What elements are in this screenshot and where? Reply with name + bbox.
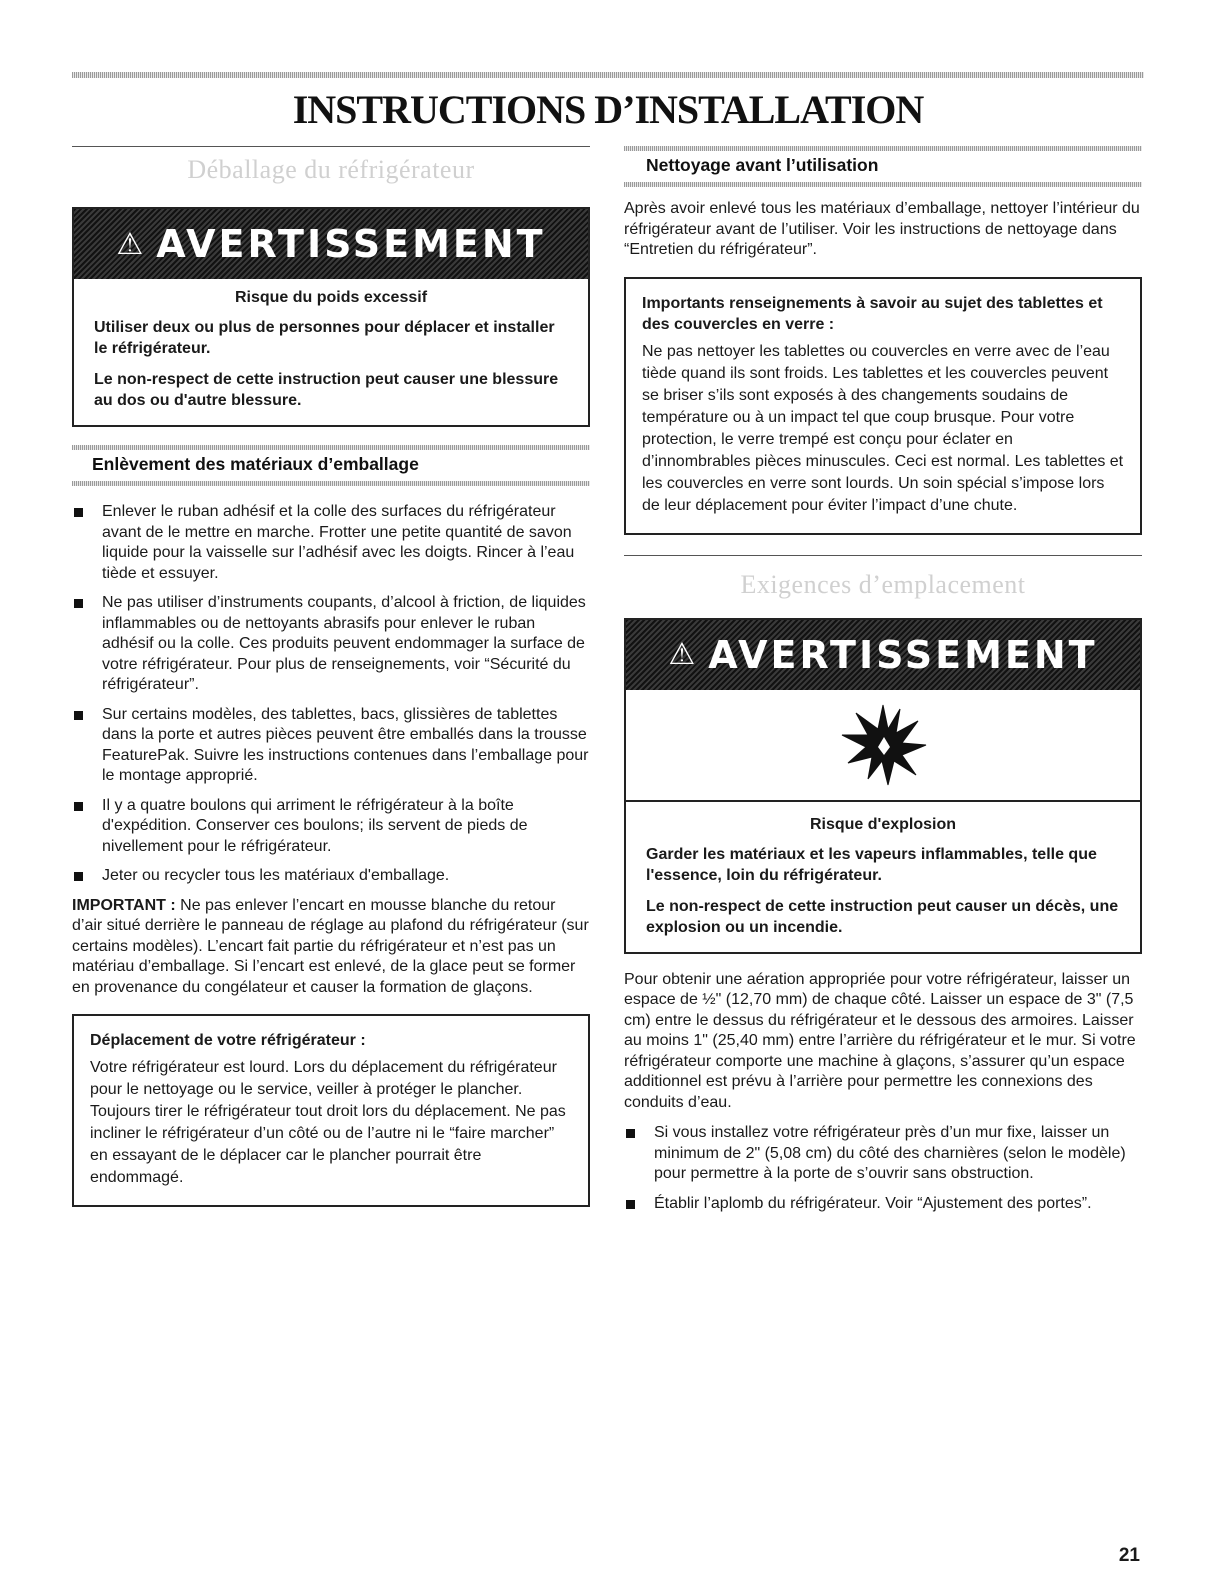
subheading-band-bottom <box>624 182 1142 187</box>
left-column <box>72 0 590 1207</box>
moving-info-box <box>72 1014 590 1207</box>
moving-box-text: Votre réfrigérateur est lourd. Lors du déplacement du réfrigérateur pour le nettoyage ou le service, veiller à protéger le plancher. Toujours tirer le réfrigérateur tout droit lors du déplacement. Ne pas incliner le réfrigérateur d’un côté ou de l’autre ni le “faire marcher” en essayant de le déplacer car le plancher pourrait être endommagé. <box>90 1059 566 1186</box>
bullet-square-icon <box>626 1129 635 1138</box>
packing-bullet-list <box>72 502 590 887</box>
warning-paragraph: Le non-respect de cette instruction peut causer une blessure au dos ou d'autre blessure. <box>94 371 559 409</box>
subheading-block <box>624 146 1142 187</box>
glass-box-title: Importants renseignements à savoir au sujet des tablettes et des couvercles en verre : <box>642 294 1103 333</box>
warning-body <box>74 279 588 425</box>
section-heading-location: Exigences d’emplacement <box>740 569 1026 599</box>
moving-box-title: Déplacement de votre réfrigérateur : <box>90 1032 366 1049</box>
warning-banner-text: AVERTISSEMENT <box>156 222 546 266</box>
list-item: Enlever le ruban adhésif et la colle des surfaces du réfrigérateur avant de le mettre en marche. Frotter une petite quantité de savon liquide pour la vaisselle sur l’adhésif avec les doigts. Rincer à l’eau tiède et essuyer. <box>72 502 590 584</box>
subheading-block <box>72 445 590 486</box>
bullet-square-icon <box>626 1200 635 1209</box>
bullet-square-icon <box>74 872 83 881</box>
divider <box>624 555 1142 556</box>
warning-triangle-icon: ⚠ <box>116 226 147 262</box>
list-item: Si vous installez votre réfrigérateur près d’un mur fixe, laisser un minimum de 2" (5,08 cm) du côté des charnières (selon le modèle) pour permettre à la porte de s’ouvrir sans obstruction. <box>624 1123 1142 1185</box>
explosion-pictogram <box>626 690 1140 802</box>
subheading-packing-removal: Enlèvement des matériaux d’emballage <box>92 454 419 474</box>
warning-body <box>626 802 1140 952</box>
subheading-band-bottom <box>72 481 590 486</box>
location-bullet-list <box>624 1123 1142 1214</box>
divider <box>72 146 590 147</box>
subheading-cleaning: Nettoyage avant l’utilisation <box>646 155 879 175</box>
list-item: Établir l’aplomb du réfrigérateur. Voir “Ajustement des portes”. <box>624 1194 1142 1215</box>
bullet-square-icon <box>74 802 83 811</box>
list-item: Ne pas utiliser d’instruments coupants, d’alcool à friction, de liquides inflammables ou de nettoyants abrasifs pour enlever le ruban adhésif ou la colle. Ces produits peuvent endommager la surface de votre réfrigérateur. Pour plus de renseignements, voir “Sécurité du réfrigérateur”. <box>72 593 590 696</box>
bullet-square-icon <box>74 508 83 517</box>
bullet-square-icon <box>74 711 83 720</box>
warning-box-explosion <box>624 618 1142 954</box>
cleaning-text: Après avoir enlevé tous les matériaux d’emballage, nettoyer l’intérieur du réfrigérateur avant de l’utiliser. Voir les instructions de nettoyage dans “Entretien du réfrigérateur”. <box>624 200 1140 258</box>
warning-banner <box>626 620 1140 690</box>
explosion-icon <box>838 699 928 791</box>
page-number: 21 <box>1118 1545 1140 1566</box>
warning-paragraph: Utiliser deux ou plus de personnes pour déplacer et installer le réfrigérateur. <box>94 319 555 357</box>
warning-box-weight <box>72 207 590 427</box>
warning-paragraph: Garder les matériaux et les vapeurs inflammables, telle que l'essence, loin du réfrigérateur. <box>646 845 1097 884</box>
bullet-square-icon <box>74 599 83 608</box>
list-item: Jeter ou recycler tous les matériaux d'emballage. <box>72 866 590 887</box>
glass-info-box <box>624 277 1142 535</box>
warning-triangle-icon: ⚠ <box>668 637 699 672</box>
glass-box-text: Ne pas nettoyer les tablettes ou couvercles en verre avec de l’eau tiède quand ils sont froids. Les tablettes et les couvercles peuvent se briser s’ils sont exposés à des changements soudains de température ou à un impact tel que coup brusque. Pour votre protection, le verre trempé est conçu pour éclater en d’innombrables pièces minuscules. Ceci est normal. Les tablettes et les couvercles en verre sont lourds. Un soin spécial s’impose lors de leur déplacement pour éviter l’impact d’une chute. <box>642 342 1124 514</box>
warning-banner <box>74 209 588 279</box>
important-label: IMPORTANT : <box>72 896 176 914</box>
warning-risk: Risque d'explosion <box>809 815 957 833</box>
location-text: Pour obtenir une aération appropriée pour votre réfrigérateur, laisser un espace de ½" (12,70 mm) de chaque côté. Laisser un espace de 3" (7,5 cm) entre le dessus du réfrigérateur et le dessous des armoires. Laisser au moins 1" (25,40 mm) entre l’arrière du réfrigérateur et le mur. Si votre réfrigérateur comporte une machine à glaçons, s’assurer qu’un espace additionnel est prévu à l’arrière pour permettre les connexions des conduits d’eau. <box>624 970 1136 1111</box>
important-text: Ne pas enlever l’encart en mousse blanche du retour d’air situé derrière le panneau de réglage au plafond du réfrigérateur (sur certains modèles). L’encart fait partie du réfrigérateur et n’est pas un matériau d’emballage. Si l’encart est enlevé, de la glace peut se former en provenance du congélateur et causer la formation de glaçons. <box>72 896 589 996</box>
warning-banner-text: AVERTISSEMENT <box>708 632 1098 677</box>
page-title: INSTRUCTIONS D’INSTALLATION <box>292 87 924 132</box>
list-item: Sur certains modèles, des tablettes, bacs, glissières de tablettes dans la porte et autres pièces peuvent être emballés dans la trousse FeaturePak. Suivre les instructions contenues dans l’emballage pour le montage approprié. <box>72 705 590 787</box>
warning-paragraph: Le non-respect de cette instruction peut causer un décès, une explosion ou un incendie. <box>646 897 1119 936</box>
section-heading-unpacking: Déballage du réfrigérateur <box>187 155 475 184</box>
list-item: Il y a quatre boulons qui arriment le réfrigérateur à la boîte d'expédition. Conserver ces boulons; ils servent de pieds de nivellement pour le réfrigérateur. <box>72 796 590 858</box>
right-column <box>624 0 1142 1223</box>
warning-risk: Risque du poids excessif <box>234 289 428 306</box>
important-note <box>72 896 590 999</box>
